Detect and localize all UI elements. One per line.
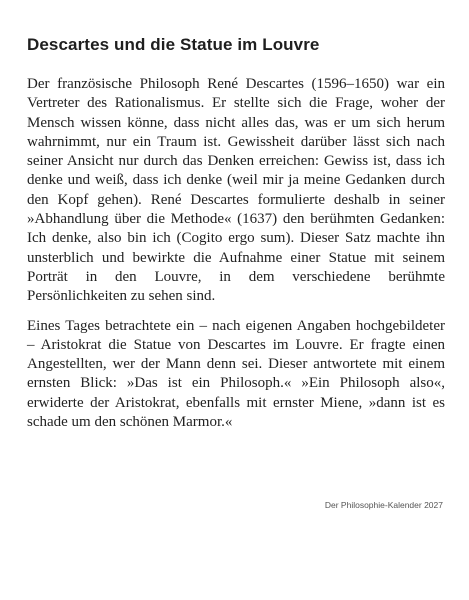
calendar-footer: Der Philosophie-Kalender 2027 (324, 500, 443, 510)
paragraph-2: Eines Tages betrachtete ein – nach eigenen Angaben hochgebildeter – Aristokrat die Statue von Descartes im Louvre. Er fragte einen Angestellten, wer der Mann denn sei. Dieser antwortete mit einem ernsten Blick: »Das ist ein Philosoph.« »Ein Philosoph also«, erwiderte der Aristokrat, ebenfalls mit ernster Miene, »dann ist es schade um den schönen Marmor.« (27, 317, 445, 431)
article-body (27, 75, 445, 432)
page-title: Descartes und die Statue im Louvre (27, 35, 320, 54)
paragraph-1: Der französische Philosoph René Descartes (1596–1650) war ein Vertreter des Rationalismus. Er stellte sich die Frage, woher der Mensch wissen könne, dass nicht alles das, was er um sich herum wahrnimmt, nur ein Traum ist. Gewissheit darüber lässt sich nach seiner Ansicht nur durch das Denken erreichen: Gewiss ist, dass ich denke und weiß, dass ich denke (weil mir ja meine Gedanken durch den Kopf gehen). René Descartes formulierte deshalb in seiner »Abhandlung über die Methode« (1637) den berühmten Gedanken: Ich denke, also bin ich (Cogito ergo sum). Dieser Satz machte ihn unsterblich und bewirkte die Aufnahme einer Statue mit seinem Porträt in den Louvre, in dem verschiedene berühmte Persönlichkeiten zu sehen sind. (27, 76, 445, 305)
